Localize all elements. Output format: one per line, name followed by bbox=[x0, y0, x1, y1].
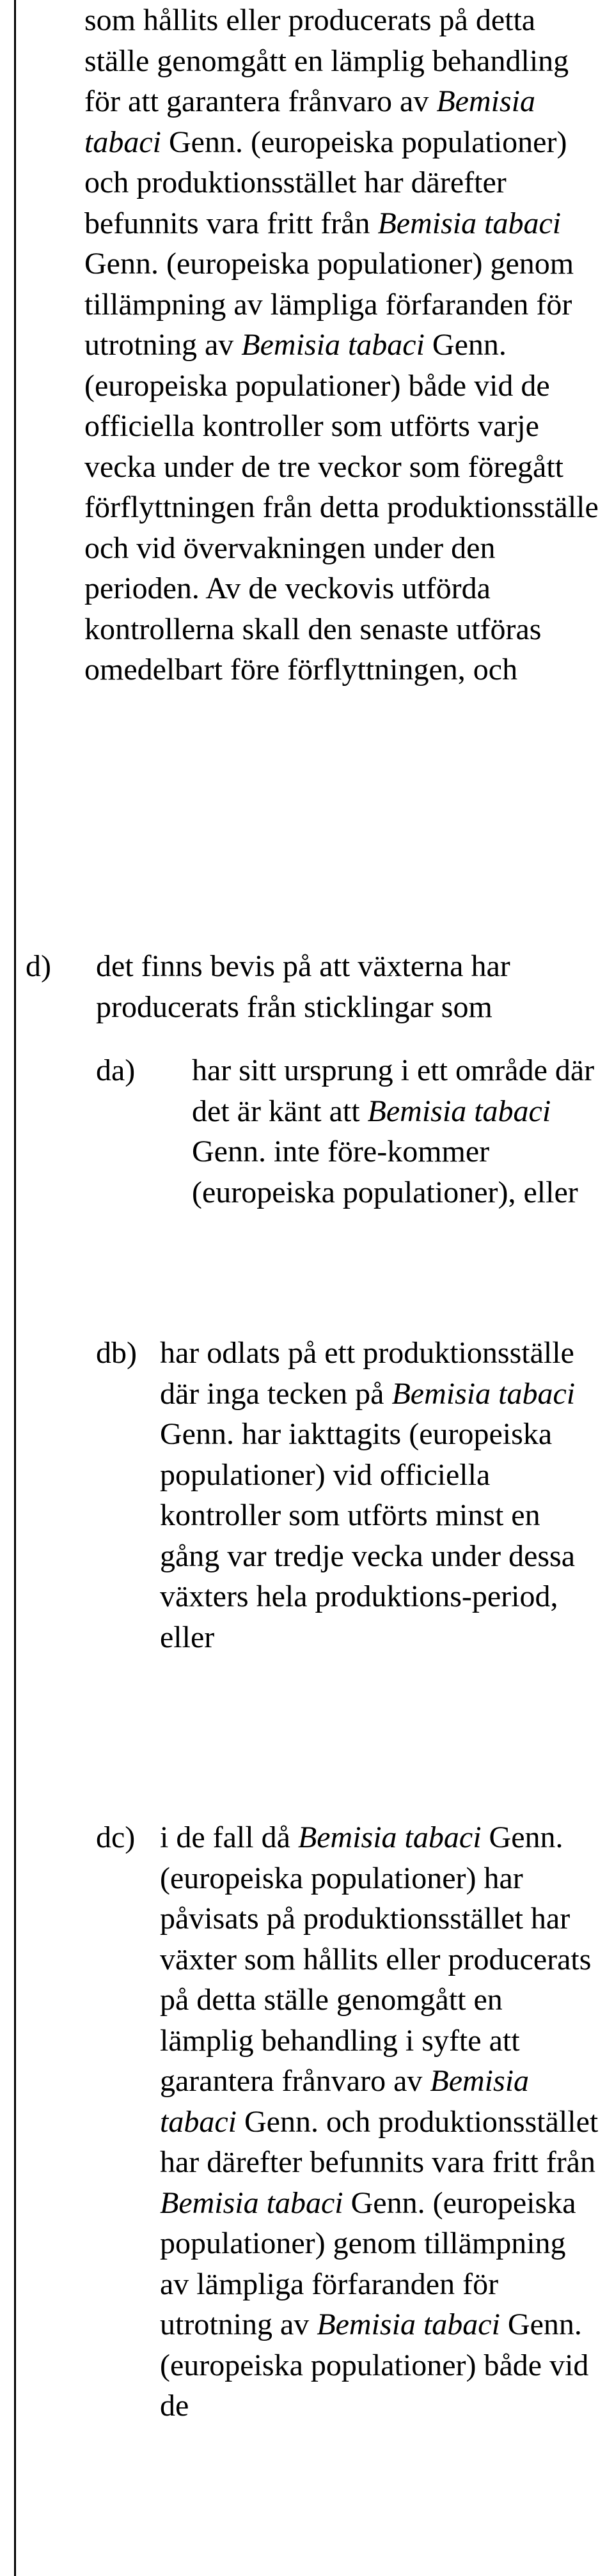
text-segment: Genn. har iakttagits (europeiska populationer) vid officiella kontroller som utförts minst en gång var tredje vecka under dessa växters hela produktions-period, eller bbox=[160, 1417, 576, 1654]
item-d-text bbox=[96, 946, 601, 1027]
text-segment: det finns bevis på att växterna har producerats från sticklingar som bbox=[96, 949, 510, 1024]
text-segment: Genn. (europeiska populationer) och produktionsstället har därefter befunnits vara fritt från bbox=[84, 125, 567, 240]
text-segment: i de fall då bbox=[160, 1820, 298, 1854]
species-name: Bemisia tabaci bbox=[391, 1376, 576, 1411]
text-segment: som hållits eller producerats på detta ställe genomgått en lämplig behandling för att garantera frånvaro av bbox=[84, 3, 569, 118]
intro-text bbox=[84, 0, 602, 690]
text-segment: Genn. och produktionsstället har därefter befunnits vara fritt från bbox=[160, 2104, 599, 2179]
species-name: Bemisia tabaci bbox=[160, 2064, 530, 2139]
text-segment: Genn. (europeiska populationer) har påvisats på produktionsstället har växter som hållits eller producerats på detta ställe genomgått en lämplig behandling i syfte att garantera frånvaro av bbox=[160, 1820, 592, 2098]
left-margin-rule bbox=[14, 0, 16, 2576]
item-dc-text bbox=[160, 1817, 601, 2426]
item-db-text bbox=[160, 1333, 601, 1657]
text-segment: Genn. (europeiska populationer) genom tillämpning av lämpliga förfaranden för utrotning av bbox=[84, 247, 574, 362]
species-name: Bemisia tabaci bbox=[241, 328, 425, 362]
item-d-label: d) bbox=[26, 949, 51, 983]
text-segment: Genn. (europeiska populationer) både vid de bbox=[160, 2308, 589, 2423]
species-name: Bemisia tabaci bbox=[84, 84, 535, 159]
item-dc-label: dc) bbox=[96, 1820, 136, 1854]
text-segment: Genn. (europeiska populationer) både vid de officiella kontroller som utförts varje vecka under de tre veckor som föregått förflyttningen från detta produktionsställe och vid övervakningen under den perioden. Av de veckovis utförda kontrollerna skall den senaste utföras omedelbart före förflyttningen, och bbox=[84, 328, 599, 687]
species-name: Bemisia tabaci bbox=[160, 2185, 343, 2220]
text-segment: Genn. inte före-kommer (europeiska populationer), eller bbox=[192, 1135, 578, 1209]
species-name: Bemisia tabaci bbox=[317, 2308, 500, 2341]
species-name: Bemisia tabaci bbox=[377, 206, 562, 240]
text-segment: Genn. (europeiska populationer) genom tillämpning av lämpliga förfaranden för utrotning av bbox=[160, 2185, 576, 2341]
item-db-label: db) bbox=[96, 1336, 137, 1370]
text-segment: har sitt ursprung i ett område där det är känt att bbox=[192, 1053, 595, 1128]
item-da-label: da) bbox=[96, 1053, 136, 1087]
text-segment: har odlats på ett produktionsställe där inga tecken på bbox=[160, 1336, 574, 1411]
species-name: Bemisia tabaci bbox=[367, 1094, 551, 1128]
intro-paragraph bbox=[84, 0, 602, 690]
item-da-text bbox=[192, 1050, 601, 1213]
species-name: Bemisia tabaci bbox=[297, 1820, 482, 1854]
